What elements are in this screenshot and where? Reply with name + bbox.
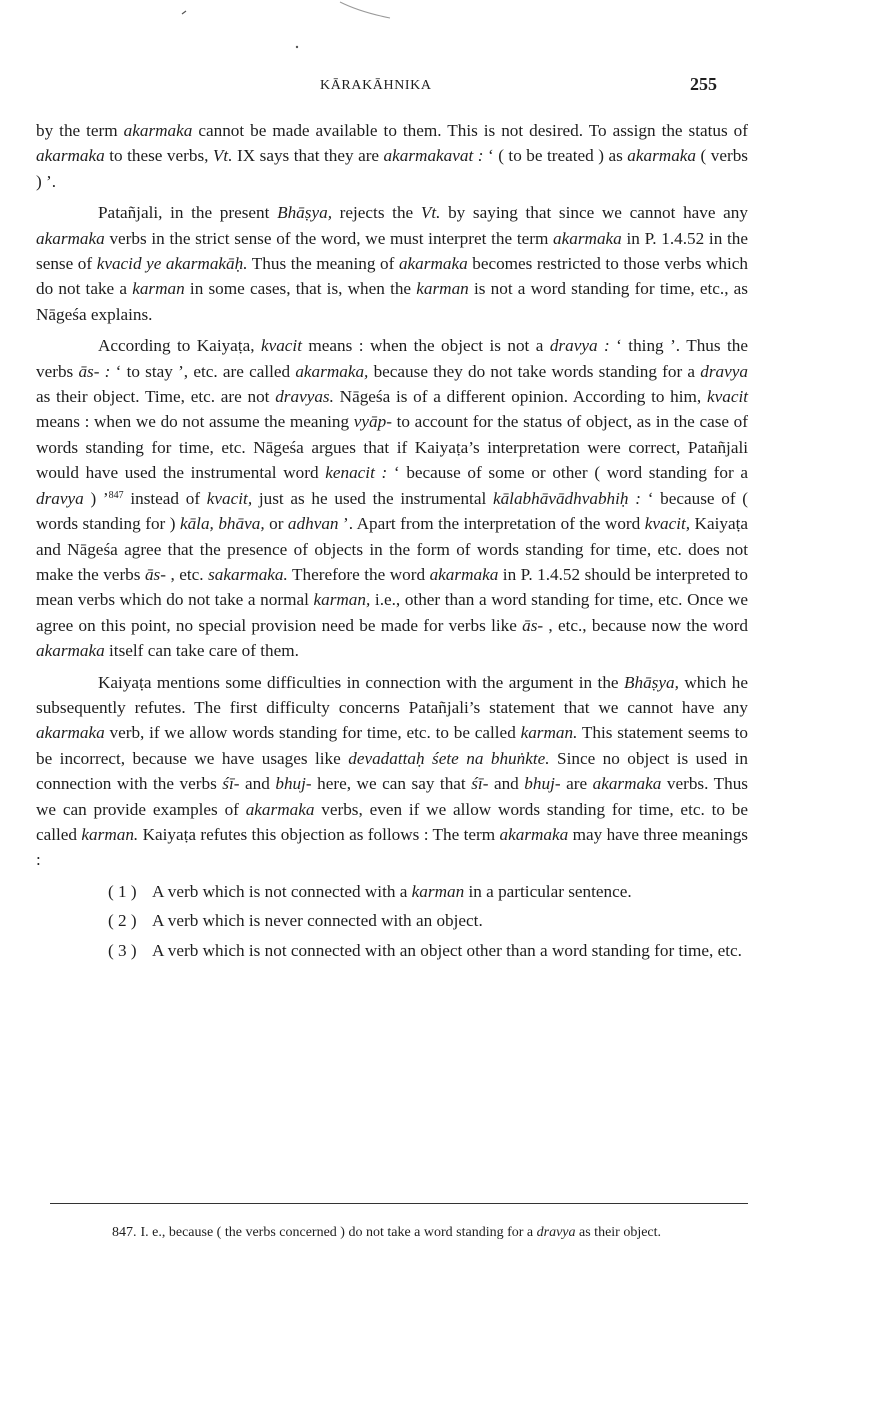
list-item: ( 1 ) A verb which is not connected with a karman in a particular sentence. — [108, 881, 632, 901]
scan-mark — [296, 46, 298, 48]
footnote: 847. I. e., because ( the verbs concerned ) do not take a word standing for a dravya as their object. — [48, 1219, 748, 1246]
body-text — [36, 118, 748, 967]
meanings-list — [36, 879, 748, 963]
paragraph: Patañjali, in the present Bhāṣya, rejects the Vt. by saying that since we cannot have any akarmaka verbs in the strict sense of the word, we must interpret the term akarmaka in P. 1.4.52 in the sense of kvacid ye akarmakāḥ. Thus the meaning of akarmaka becomes restricted to those verbs which do not take a karman in some cases, that is, when the karman is not a word standing for time, etc., as Nāgeśa explains. — [36, 203, 749, 324]
scan-mark — [182, 11, 186, 14]
footnote-number: 847. — [112, 1225, 137, 1240]
scan-mark — [340, 2, 390, 18]
footnote-marker: 847 — [108, 489, 124, 501]
scan-specks — [0, 0, 882, 60]
running-title: KĀRAKĀHNIKA — [320, 78, 432, 93]
list-item: ( 2 ) A verb which is never connected with an object. — [108, 911, 483, 931]
page-number: 255 — [690, 74, 717, 94]
paragraph: According to Kaiyaṭa, kvacit means : when the object is not a dravya : ‘ thing ’. Thus the verbs ās- : ‘ to stay ’, etc. are called akarmaka, because they do not take words standing for a dravya as their object. Time, etc. are not dravyas. Nāgeśa is of a different opinion. According to him, kvacit means : when we do not assume the meaning vyāp- to account for the status of object, as in the case of words standing for time, etc. Nāgeśa argues that if Kaiyaṭa’s interpretation were correct, Patañjali would have used the instrumental word kenacit : ‘ because of some or other ( word standing for a dravya ) ’$^{847}$ instead of kvacit, just as he used the instrumental kālabhāvādhvabhiḥ : ‘ because of ( words standing for ) kāla, bhāva, or adhvan ’. Apart from the interpretation of the word kvacit, Kaiyaṭa and Nāgeśa agree that the presence of objects in the form of words standing for time, etc. does not make the verbs ās- , etc. sakarmaka. Therefore the word akarmaka in P. 1.4.52 should be interpreted to mean verbs which do not take a normal karman, i.e., other than a word standing for time, etc. Once we agree on this point, no special provision need be made for verbs like ās- , etc., because now the word akarmaka itself can take care of them. — [36, 336, 749, 661]
footnote-divider — [50, 1203, 748, 1204]
paragraph: Kaiyaṭa mentions some difficulties in connection with the argument in the Bhāṣya, which he subsequently refutes. The first difficulty concerns Patañjali’s statement that we cannot have any akarmaka verb, if we allow words standing for time, etc. to be called karman. This statement seems to be incorrect, because we have usages like devadattaḥ śete na bhuṅkte. Since no object is used in connection with the verbs śī- and bhuj- here, we can say that śī- and bhuj- are akarmaka verbs. Thus we can provide examples of akarmaka verbs, even if we allow words standing for time, etc. to be called karman. Kaiyaṭa refutes this objection as follows : The term akarmaka may have three meanings : — [36, 672, 749, 870]
list-item: ( 3 ) A verb which is not connected with an object other than a word standing for time, etc. — [108, 940, 742, 960]
paragraph: by the term akarmaka cannot be made available to them. This is not desired. To assign the status of akarmaka to these verbs, Vt. IX says that they are akarmakavat : ‘ ( to be treated ) as akarmaka ( verbs ) ’. — [36, 121, 748, 191]
